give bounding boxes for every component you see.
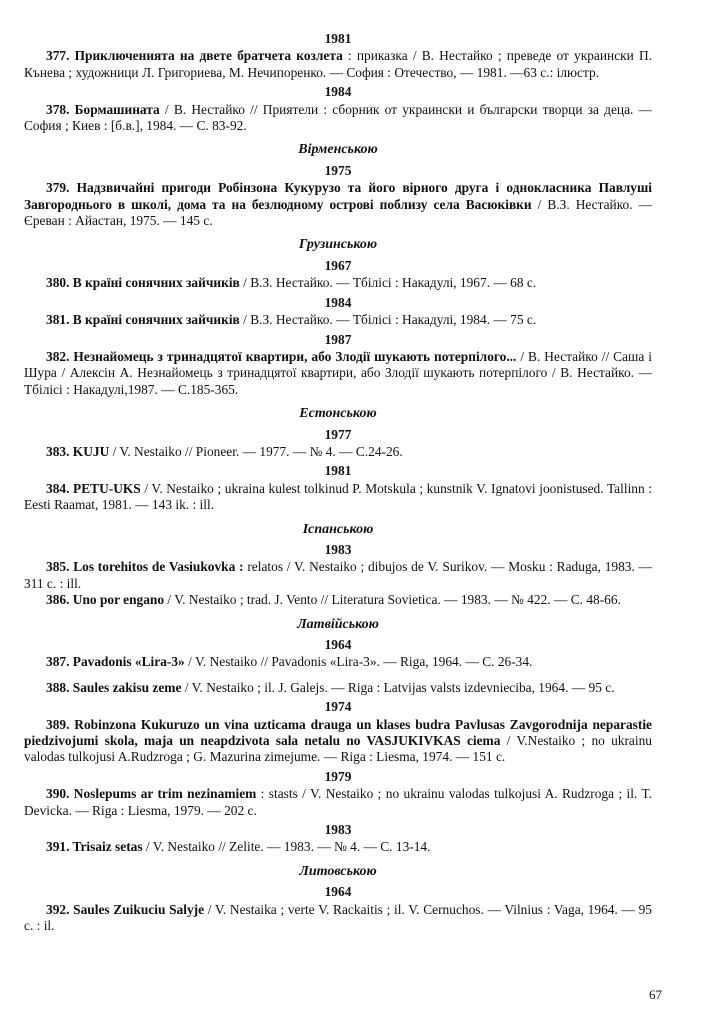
bibliography-entry: [24, 444, 652, 460]
entry-details: / V. Nestaiko // Pioneer. — 1977. — № 4. — С.24-26.: [109, 443, 403, 459]
year-heading: 1984: [324, 84, 352, 100]
year-heading: 1983: [324, 541, 352, 557]
entry-title: 386. Uno por engano: [46, 592, 165, 608]
entry-details: / V. Nestaiko ; trad. J. Vento // Literatura Sovietica. — 1983. — № 422. — С. 48-66.: [164, 592, 621, 608]
entry-title: 390. Noslepums ar trim nezinamiem: [46, 786, 257, 802]
entry-details: / В.З. Нестайко. — Тбілісі : Накадулі, 1967. — 68 с.: [239, 275, 537, 291]
bibliography-entry: [24, 902, 652, 935]
entry-details: : stasts / V. Nestaiko ; no ukrainu valodas tulkojusi A. Rudzroga ; il. T. Devicka. — Riga : Liesma, 1979. — 202 c.: [24, 786, 652, 818]
entry-details: / V. Nestaika ; verte V. Rackaitis ; il. V. Cernuchos. — Vilnius : Vaga, 1964. — 95 c. : il.: [24, 901, 652, 934]
bibliography-entry: [24, 48, 652, 81]
entry-title: 385. Los torehitos de Vasiukovka :: [46, 559, 244, 575]
year-heading: 1974: [324, 699, 352, 715]
entry-details: / В. Нестайко // Приятели : сборник от украински и български творци за деца. — София ; Киев : [б.в.], 1984. — С. 83-92.: [24, 101, 652, 134]
entry-details: / В.З. Нестайко. — Єреван : Айастан, 1975. — 145 с.: [24, 196, 652, 229]
bibliography-entry: [24, 592, 652, 608]
entry-details: / V. Nestaiko ; il. J. Galejs. — Riga : Latvijas valsts izdevnieciba, 1964. — 95 c.: [181, 679, 615, 695]
entry-details: : приказка / В. Нестайко ; преведе от украински П. Кънева ; художници Л. Григориева, М. Нечипоренко. — София : Отечество, — 1981. —63 с.: ілюстр.: [24, 48, 652, 80]
entry-details: / V. Nestaiko ; ukraina kulest tolkinud P. Motskula ; kunstnik V. Ignatovi joonistused. Tallinn : Eesti Raamat, 1981. — 143 ik. : ill.: [24, 480, 652, 513]
year-heading: 1979: [324, 768, 352, 784]
entry-title: 380. В країні сонячних зайчиків: [46, 275, 240, 291]
entry-title: 384. PETU-UKS: [46, 480, 141, 496]
year-heading: 1981: [324, 31, 352, 46]
bibliography-entry: [24, 349, 652, 398]
year-heading: 1967: [324, 257, 352, 273]
entry-title: 387. Pavadonis «Lira-3»: [46, 654, 185, 670]
page-number: 67: [649, 987, 662, 1002]
bibliography-entry: [24, 559, 652, 592]
entry-title: 389. Robinzona Kukuruzo un vina uzticama drauga un klases budra Pavlusas Zavgorodnija neparastie piedzivojumi skola, maja un neapdzivota sala netalu no VASJUKIVKAS ciema: [24, 716, 652, 749]
bibliography-entry: [24, 275, 652, 291]
bibliography-column: [24, 28, 652, 938]
language-heading: Естонською: [299, 406, 377, 422]
entry-title: 381. В країні сонячних зайчиків: [46, 312, 240, 328]
entry-title: 392. Saules Zuikuciu Salyje: [46, 901, 205, 917]
entry-details: / V. Nestaiko // Pavadonis «Lira-3». — Riga, 1964. — С. 26-34.: [184, 654, 533, 670]
bibliography-entry: [24, 654, 652, 670]
entry-title: 377. Приключенията на двете братчета козлета: [46, 48, 343, 64]
language-heading: Іспанською: [302, 521, 374, 537]
entry-details: relatos / V. Nestaiko ; dibujos de V. Surikov. — Mosku : Raduga, 1983. — 311 c. : ill.: [24, 559, 652, 591]
year-heading: 1981: [324, 463, 352, 479]
entry-title: 391. Trisaiz setas: [46, 839, 143, 855]
year-heading: 1984: [324, 294, 352, 310]
bibliography-entry: [24, 102, 652, 135]
year-heading: 1964: [324, 637, 352, 652]
year-heading: 1987: [324, 331, 352, 347]
entry-details: / V.Nestaiko ; no ukrainu valodas tulkojusi A.Rudzroga ; G. Mazurina zimejume. — Riga : Liesma, 1974. — 151 c.: [24, 733, 652, 765]
year-heading: 1977: [324, 426, 352, 442]
entry-title: 379. Надзвичайні пригоди Робінзона Кукурузо та його вірного друга і однокласника Павлуші Завгороднього в школі, дома та на безлюдному острові поблизу села Васюківки: [24, 180, 652, 212]
bibliography-entry: [24, 680, 652, 696]
language-heading: Грузинською: [298, 237, 378, 253]
entry-title: 383. KUJU: [46, 443, 110, 459]
entry-title: 378. Бормашината: [46, 101, 160, 117]
year-heading: 1964: [324, 884, 352, 900]
bibliography-entry: [24, 839, 652, 855]
entry-details: / В. Нестайко // Саша і Шура / Алексін А. Незнайомець з тринадцятої квартири, або Злодії шукають потерпілого / В. Нестайко. — Тбілісі : Накадулі,1987. — С.185-365.: [24, 348, 652, 397]
entry-details: / В.З. Нестайко. — Тбілісі : Накадулі, 1984. — 75 с.: [239, 312, 537, 328]
bibliography-entry: [24, 717, 652, 766]
entry-details: / V. Nestaiko // Zelite. — 1983. — № 4. — С. 13-14.: [142, 839, 431, 855]
language-heading: Литовською: [299, 863, 377, 879]
bibliography-entry: [24, 481, 652, 514]
entry-title: 388. Saules zakisu zeme: [46, 679, 182, 695]
year-heading: 1975: [324, 162, 352, 178]
bibliography-entry: [24, 180, 652, 229]
entry-title: 382. Незнайомець з тринадцятої квартири, або Злодії шукають потерпілого...: [46, 348, 517, 364]
year-heading: 1983: [324, 822, 352, 838]
bibliography-entry: [24, 312, 652, 328]
bibliography-entry: [24, 786, 652, 819]
language-heading: Вірменською: [298, 142, 378, 158]
language-heading: Латвійською: [297, 616, 379, 632]
